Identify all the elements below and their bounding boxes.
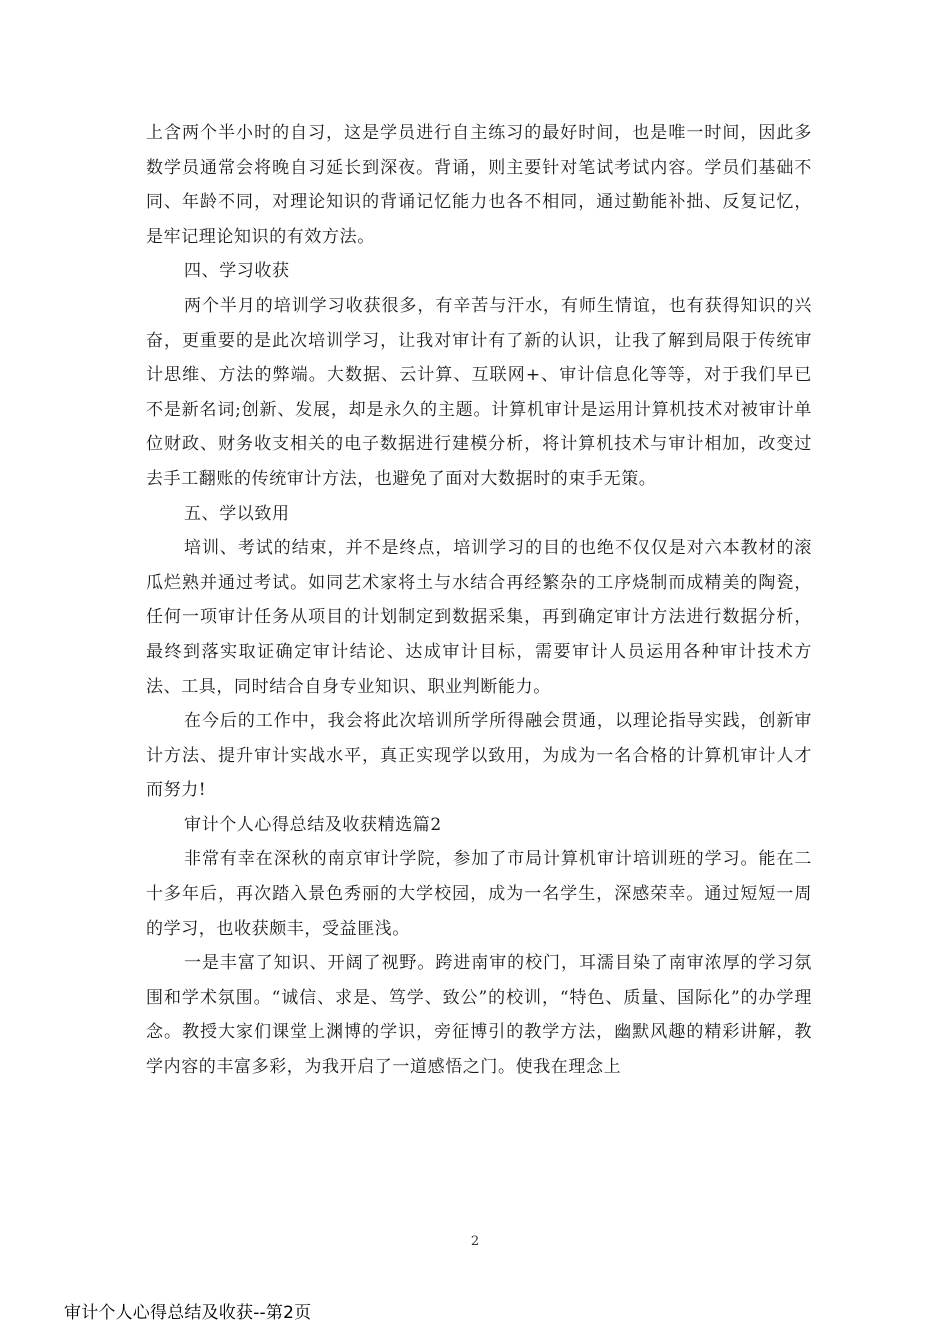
- section-heading: 五、学以致用: [184, 503, 290, 524]
- footer-caption: 审计个人心得总结及收获--第2页: [64, 1303, 312, 1323]
- paragraph: 上含两个半小时的自习，这是学员进行自主练习的最好时间，也是唯一时间，因此多数学员通常会将晚自习延长到深夜。背诵，则主要针对笔试考试内容。学员们基础不同、年龄不同，对理论知识的背诵记忆能力也各不相同，通过勤能补拙、反复记忆，是牢记理论知识的有效方法。: [146, 123, 812, 247]
- article-title: 审计个人心得总结及收获精选篇2: [184, 814, 442, 835]
- paragraph: 在今后的工作中，我会将此次培训所学所得融会贯通，以理论指导实践，创新审计方法、提升审计实战水平，真正实现学以致用，为成为一名合格的计算机审计人才而努力!: [146, 711, 812, 801]
- section-heading: 四、学习收获: [184, 261, 290, 282]
- page-number: 2: [470, 1234, 480, 1249]
- body-text: [146, 116, 812, 1085]
- paragraph: 一是丰富了知识、开阔了视野。跨进南审的校门，耳濡目染了南审浓厚的学习氛围和学术氛围。“诚信、求是、笃学、致公”的校训，“特色、质量、国际化”的办学理念。教授大家们课堂上渊博的学识，旁征博引的教学方法，幽默风趣的精彩讲解，教学内容的丰富多彩，为我开启了一道感悟之门。使我在理念上: [146, 953, 812, 1078]
- paragraph: 非常有幸在深秋的南京审计学院，参加了市局计算机审计培训班的学习。能在二十多年后，再次踏入景色秀丽的大学校园，成为一名学生，深感荣幸。通过短短一周的学习，也收获颇丰，受益匪浅。: [146, 849, 812, 939]
- paragraph: 培训、考试的结束，并不是终点，培训学习的目的也绝不仅仅是对六本教材的滚瓜烂熟并通过考试。如同艺术家将土与水结合再经繁杂的工序烧制而成精美的陶瓷，任何一项审计任务从项目的计划制定到数据采集，再到确定审计方法进行数据分析，最终到落实取证确定审计结论、达成审计目标，需要审计人员运用各种审计技术方法、工具，同时结合自身专业知识、职业判断能力。: [146, 538, 812, 697]
- paragraph: 两个半月的培训学习收获很多，有辛苦与汗水，有师生情谊，也有获得知识的兴奋，更重要的是此次培训学习，让我对审计有了新的认识，让我了解到局限于传统审计思维、方法的弊端。大数据、云计算、互联网+、审计信息化等等，对于我们早已不是新名词;创新、发展，却是永久的主题。计算机审计是运用计算机技术对被审计单位财政、财务收支相关的电子数据进行建模分析，将计算机技术与审计相加，改变过去手工翻账的传统审计方法，也避免了面对大数据时的束手无策。: [146, 295, 812, 489]
